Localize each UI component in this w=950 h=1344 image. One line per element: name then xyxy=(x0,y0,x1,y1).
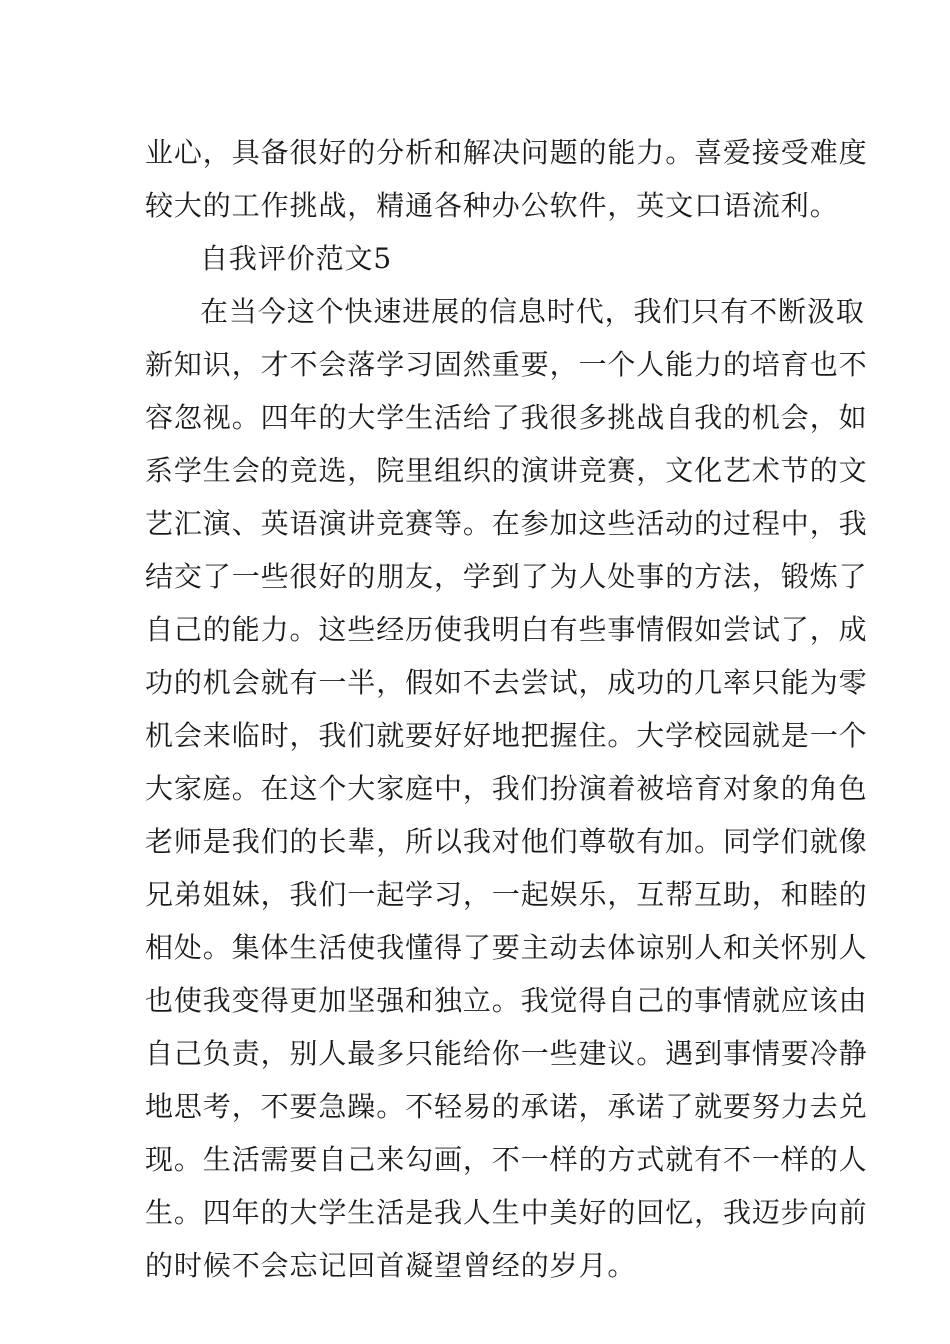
text-line: 老师是我们的长辈，所以我对他们尊敬有加。同学们就像 xyxy=(145,825,868,858)
text-line: 新知识，才不会落学习固然重要，一个人能力的培育也不 xyxy=(145,348,868,381)
text-line: 自己的能力。这些经历使我明白有些事情假如尝试了，成 xyxy=(145,613,868,646)
text-line: 相处。集体生活使我懂得了要主动去体谅别人和关怀别人 xyxy=(145,931,868,964)
text-line: 生。四年的大学生活是我人生中美好的回忆，我迈步向前 xyxy=(145,1196,868,1229)
text-line: 艺汇演、英语演讲竞赛等。在参加这些活动的过程中，我 xyxy=(145,507,868,540)
text-line: 结交了一些很好的朋友，学到了为人处事的方法，锻炼了 xyxy=(145,560,868,593)
section-heading: 自我评价范文5 xyxy=(200,242,393,275)
text-line: 现。生活需要自己来勾画，不一样的方式就有不一样的人 xyxy=(145,1143,868,1176)
document-body xyxy=(145,126,868,1292)
text-line: 地思考，不要急躁。不轻易的承诺，承诺了就要努力去兑 xyxy=(145,1090,868,1123)
text-line: 系学生会的竞选，院里组织的演讲竞赛，文化艺术节的文 xyxy=(145,454,868,487)
text-line: 较大的工作挑战，精通各种办公软件，英文口语流利。 xyxy=(145,189,839,222)
text-line: 业心，具备很好的分析和解决问题的能力。喜爱接受难度 xyxy=(145,136,868,169)
text-line: 机会来临时，我们就要好好地把握住。大学校园就是一个 xyxy=(145,719,868,752)
text-line: 也使我变得更加坚强和独立。我觉得自己的事情就应该由 xyxy=(145,984,868,1017)
paragraph-first-line: 在当今这个快速进展的信息时代，我们只有不断汲取 xyxy=(200,295,865,328)
text-line: 大家庭。在这个大家庭中，我们扮演着被培育对象的角色 xyxy=(145,772,868,805)
text-line: 自己负责，别人最多只能给你一些建议。遇到事情要冷静 xyxy=(145,1037,868,1070)
text-line: 功的机会就有一半，假如不去尝试，成功的几率只能为零 xyxy=(145,666,868,699)
text-line: 容忽视。四年的大学生活给了我很多挑战自我的机会，如 xyxy=(145,401,868,434)
text-line: 的时候不会忘记回首凝望曾经的岁月。 xyxy=(145,1249,637,1282)
text-line: 兄弟姐妹，我们一起学习，一起娱乐，互帮互助，和睦的 xyxy=(145,878,868,911)
